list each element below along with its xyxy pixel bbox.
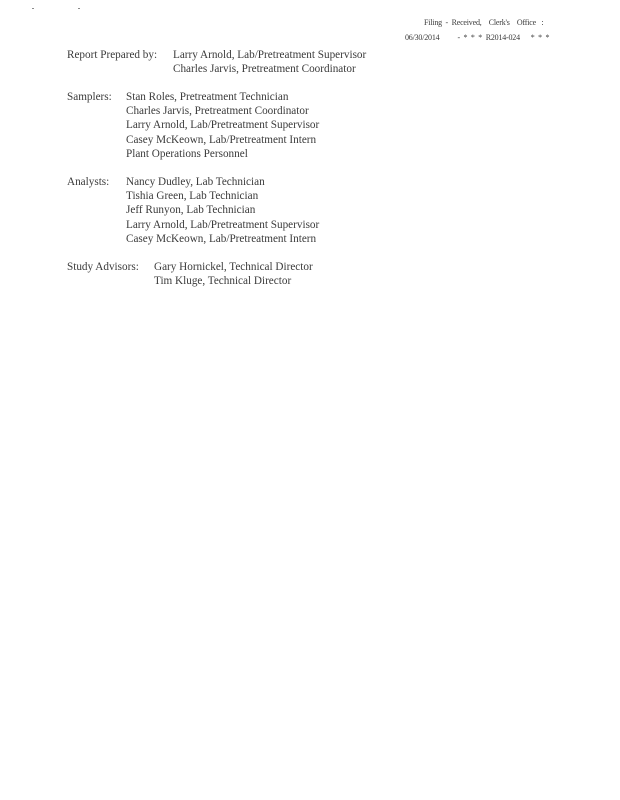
scan-speck [78,8,80,9]
sampler-name: Larry Arnold, Lab/Pretreatment Supervisor [126,119,320,132]
samplers-label: Samplers: [67,91,112,103]
sampler-name: Charles Jarvis, Pretreatment Coordinator [126,105,309,118]
filing-stamp-line2: 06/30/2014 - * * * R2014-024 * * * [405,33,550,42]
sampler-name: Plant Operations Personnel [126,147,248,160]
study-advisor-name: Gary Hornickel, Technical Director [154,261,313,273]
filing-stamp-line1: Filing - Received, Clerk's Office : [424,18,544,27]
report-prepared-by-label: Report Prepared by: [67,49,158,61]
sampler-name: Stan Roles, Pretreatment Technician [126,91,289,103]
report-preparer-name: Charles Jarvis, Pretreatment Coordinator [173,63,356,76]
sampler-name: Casey McKeown, Lab/Pretreatment Intern [126,133,317,146]
analysts-label: Analysts: [67,176,110,188]
analyst-name: Casey McKeown, Lab/Pretreatment Intern [126,232,317,245]
analyst-name: Larry Arnold, Lab/Pretreatment Supervisor [126,218,320,231]
analyst-name: Jeff Runyon, Lab Technician [126,204,256,217]
analyst-name: Tishia Green, Lab Technician [126,190,259,203]
analyst-name: Nancy Dudley, Lab Technician [126,176,265,188]
scan-speck [32,8,34,9]
study-advisors-label: Study Advisors: [67,261,139,273]
report-preparer-name: Larry Arnold, Lab/Pretreatment Supervisor [173,49,367,61]
study-advisor-name: Tim Kluge, Technical Director [154,275,292,288]
